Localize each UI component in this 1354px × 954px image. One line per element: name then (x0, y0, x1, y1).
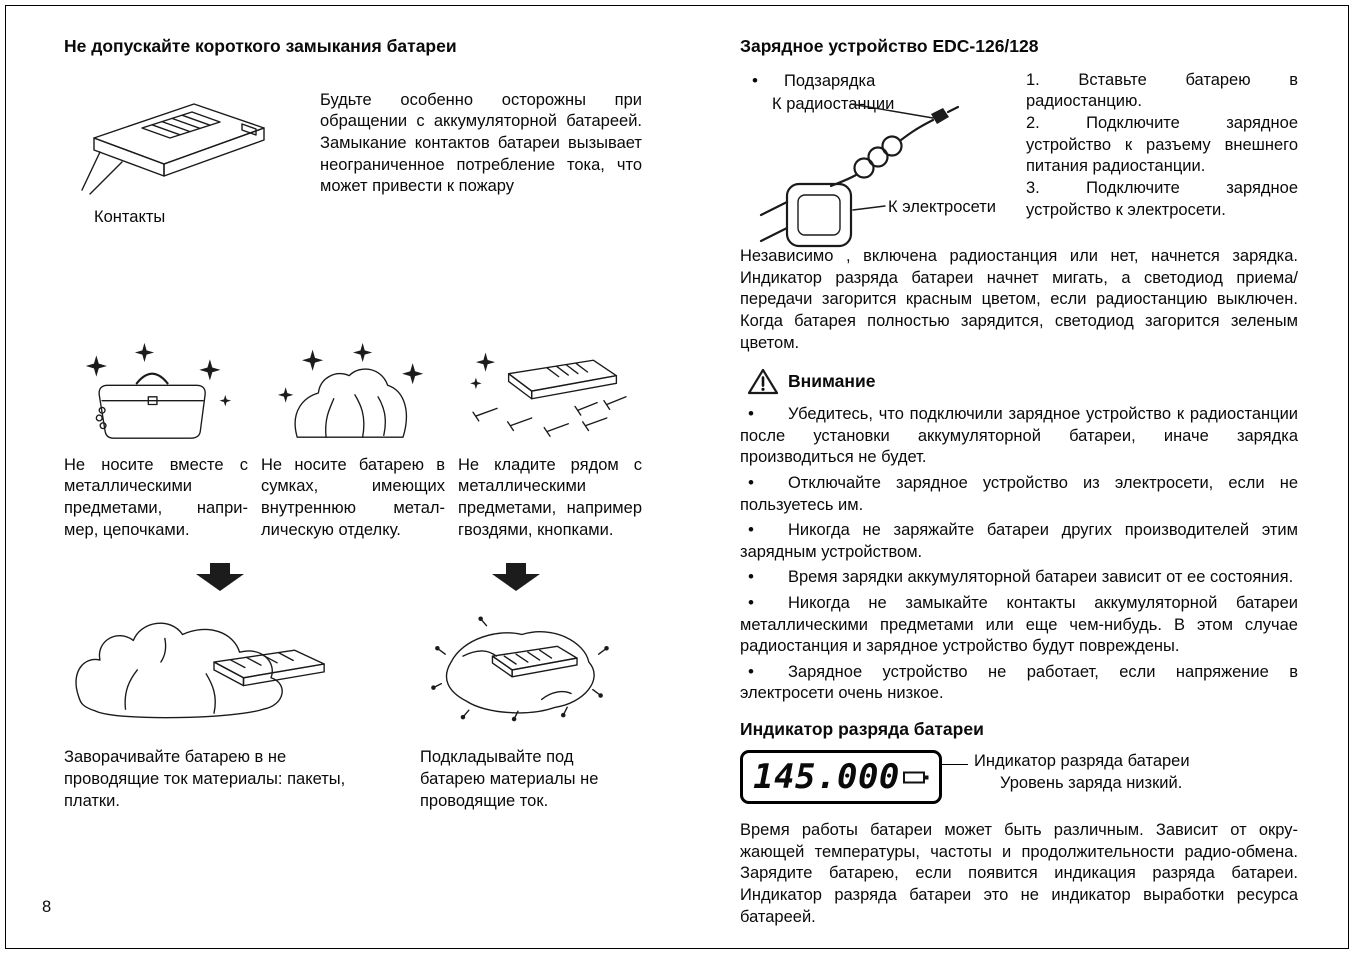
battery-on-cloth-illustration (422, 605, 617, 723)
battery-indicator-heading: Индикатор разряда батареи (740, 719, 984, 740)
battery-wrapped-in-cloth-illustration (64, 605, 364, 723)
dont-item-nails (458, 339, 642, 541)
charging-description: Независимо , включена радиостанция или нет, начнется зарядка. Индикатор разряда батареи начнет мигать, а светодиод приема/ передачи загорится красным цветом, если радиостанцию выключен. Когда батарея полностью зарядится, светодиод загорится зеленым цветом. (740, 247, 1298, 352)
down-arrow-icon (196, 563, 244, 591)
attention-heading (740, 368, 1298, 395)
battery-pack-illustration (64, 90, 289, 202)
to-radio-label: К радиостанции (772, 95, 895, 114)
do-item-wrap (64, 601, 364, 812)
illustration-box (420, 601, 618, 723)
do-caption: Подкладывайте под батарею материалы не проводящие ток. (420, 748, 599, 810)
illustration-box (458, 339, 642, 443)
left-section-heading: Не допускайте короткого замыкания батареи (64, 36, 457, 56)
charger-figure-row (740, 70, 1298, 240)
charging-bullet-label: • Подзарядка (740, 70, 1014, 93)
to-mains-label: К электросети (888, 198, 997, 217)
charging-step: 3. Подключите зарядное устройство к электросети. (1026, 178, 1298, 219)
do-examples-row (64, 601, 642, 812)
battery-warning-row (64, 90, 642, 227)
dont-caption: Не кладите рядом с металлическими предметами, например гвоздями, кнопками. (458, 455, 642, 539)
down-arrow-icon (492, 563, 540, 591)
attention-item: • Никогда не замыкайте контакты аккумуляторной батареи металлическими предметами или еще чем-нибудь. В этом случае радиостанция и зарядное устройство будут повреждены. (740, 592, 1298, 658)
warning-triangle-icon (748, 368, 778, 395)
frequency-value: 145.000 (753, 757, 900, 798)
bag-with-sparks-illustration (70, 341, 242, 443)
page-number: 8 (42, 898, 52, 916)
display-labels (968, 750, 1190, 795)
attention-item: • Отключайте зарядное устройство из электросети, если не пользуетесь им. (740, 472, 1298, 516)
dont-examples-row (64, 339, 642, 541)
illustration-box (261, 339, 445, 443)
battery-life-description: Время работы батареи может быть различным. Зависит от окру-жающей температуры, частоты и продолжительности радио-обмена. Зарядите батарею, если появится индикация разряда батареи. Индикатор разряда батареи это не индикатор выработки ресурса батареей. (740, 821, 1298, 926)
dont-caption: Не носите батарею в сумках, имеющих внутреннюю метал-лическую отделку. (261, 455, 445, 539)
charging-step: 1. Вставьте батарею в радиостанцию. (1026, 70, 1298, 111)
charger-figure (740, 70, 1014, 240)
illustration-box (64, 601, 364, 723)
battery-pack-figure (64, 90, 304, 227)
do-caption: Заворачивайте батарею в не проводящие ток материалы: пакеты, платки. (64, 748, 346, 810)
charger-illustration (740, 98, 1012, 258)
connector-line (942, 764, 968, 765)
dont-caption: Не носите вместе с металлическими предметами, напри-мер, цепочками. (64, 455, 248, 539)
attention-item: • Никогда не заряжайте батареи других производителей этим зарядным устройством. (740, 519, 1298, 563)
battery-contacts-label: Контакты (94, 207, 166, 226)
charger-section-heading: Зарядное устройство EDC-126/128 (740, 36, 1039, 56)
battery-icon (903, 770, 929, 785)
battery-with-nails-illustration (459, 341, 641, 443)
attention-item: • Зарядное устройство не работает, если напряжение в электросети очень низкое. (740, 661, 1298, 705)
arrows-row (64, 563, 642, 593)
dont-item-chains (64, 339, 248, 541)
dont-item-lined-bag (261, 339, 445, 541)
covered-battery-sparks-illustration (267, 341, 439, 443)
attention-list (740, 403, 1298, 705)
do-item-pad (420, 601, 618, 812)
left-column (64, 36, 642, 812)
right-column (740, 36, 1298, 928)
battery-indicator-figure (740, 750, 1298, 804)
attention-heading-label: Внимание (788, 371, 876, 392)
charging-steps (1026, 70, 1298, 240)
illustration-box (64, 339, 248, 443)
short-circuit-warning-text: Будьте особенно осторожны при обращении с аккумуляторной батареей. Замыкание контактов батареи вызывает неограниченное потребление тока, что может привести к пожару (320, 90, 642, 196)
frequency-display (740, 750, 942, 804)
charger-illustration-wrap (740, 98, 1012, 240)
low-level-label: Уровень заряда низкий. (1000, 774, 1183, 793)
attention-item: • Время зарядки аккумуляторной батареи зависит от ее состояния. (740, 566, 1298, 589)
attention-item: • Убедитесь, что подключили зарядное устройство к радиостанции после установки аккумуляторной батареи, иначе зарядка производиться не будет. (740, 403, 1298, 469)
charging-step: 2. Подключите зарядное устройство к разъему внешнего питания радиостанции. (1026, 114, 1298, 176)
indicator-label: Индикатор разряда батареи (974, 752, 1190, 771)
